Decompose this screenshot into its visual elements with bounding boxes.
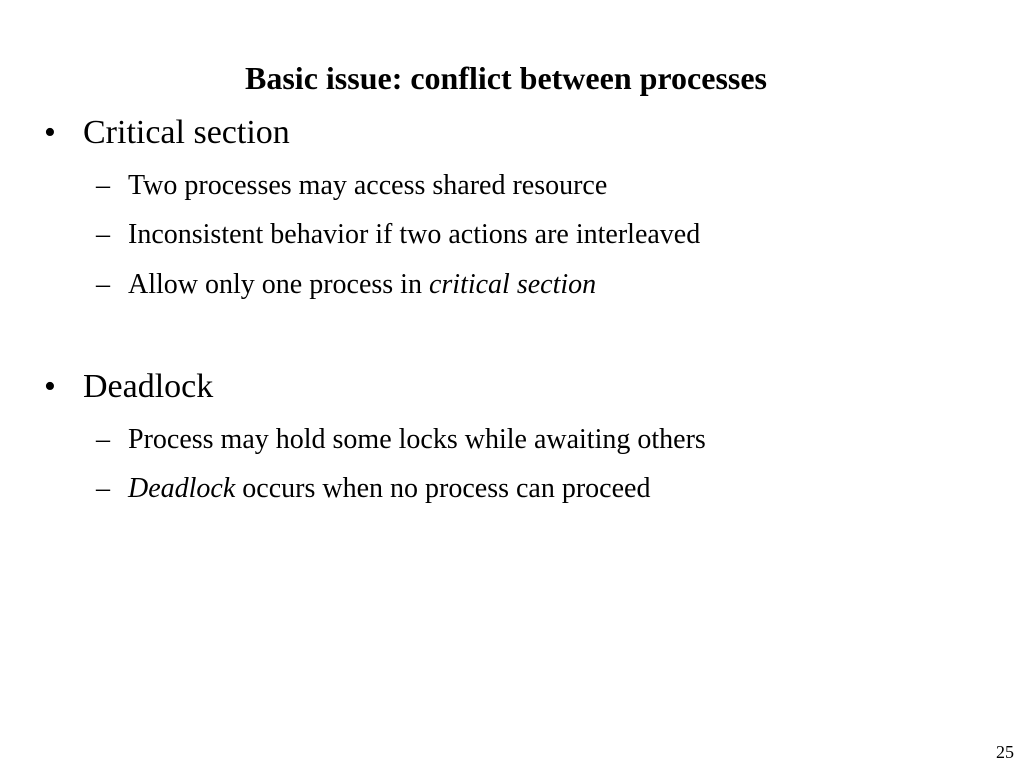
sub-item-text: Process may hold some locks while awaiting others bbox=[128, 424, 706, 455]
bullet-mark: • bbox=[44, 114, 56, 151]
bullet-mark: • bbox=[44, 368, 56, 405]
dash-mark: – bbox=[96, 473, 110, 504]
slide-title: Basic issue: conflict between processes bbox=[245, 60, 767, 96]
sub-item bbox=[96, 472, 650, 506]
dash-mark: – bbox=[96, 269, 110, 300]
bullet-critical-section bbox=[44, 113, 290, 153]
bullet-text: Critical section bbox=[83, 114, 290, 151]
sub-item bbox=[96, 169, 607, 203]
sub-item bbox=[96, 268, 596, 302]
bullet-deadlock bbox=[44, 367, 213, 407]
sub-item-text: Two processes may access shared resource bbox=[128, 170, 608, 201]
bullet-text: Deadlock bbox=[83, 368, 214, 405]
sub-item bbox=[96, 218, 700, 252]
sub-item-text: Inconsistent behavior if two actions are interleaved bbox=[128, 219, 701, 250]
sub-item bbox=[96, 423, 706, 457]
sub-item-emphasis: Deadlock bbox=[128, 473, 236, 504]
dash-mark: – bbox=[96, 170, 110, 201]
sub-item-emphasis: critical section bbox=[428, 269, 597, 300]
sub-item-text: occurs when no process can proceed bbox=[235, 473, 651, 504]
sub-item-text: Allow only one process in bbox=[128, 269, 429, 300]
dash-mark: – bbox=[96, 219, 110, 250]
dash-mark: – bbox=[96, 424, 110, 455]
page-number: 25 bbox=[996, 742, 1014, 762]
